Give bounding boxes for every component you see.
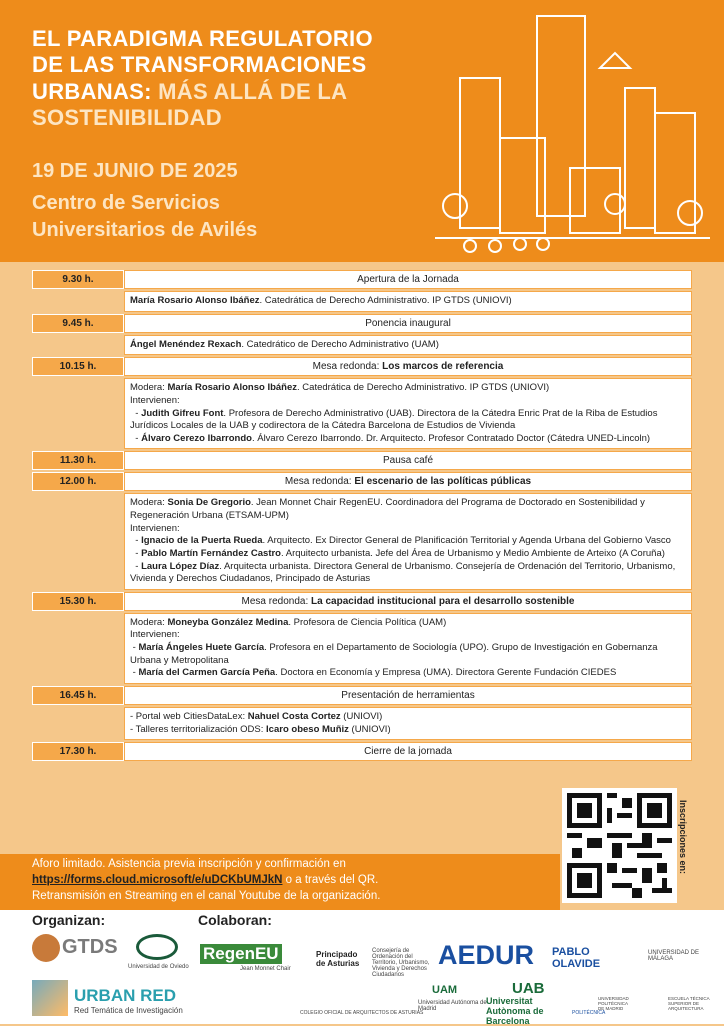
uab-sub: Universitat Autònoma de Barcelona — [486, 996, 544, 1026]
speaker-line: Ángel Menéndez Rexach. Catedrático de Derecho Administrativo (UAM) — [130, 338, 439, 350]
olavide-logo: PABLO OLAVIDE — [552, 946, 601, 970]
uab-logo: UAB — [512, 980, 545, 997]
event-date: 19 DE JUNIO DE 2025 — [32, 160, 238, 182]
collaborators-heading: Colaboran: — [198, 912, 272, 928]
speaker-line: - Laura López Díaz. Arquitecta urbanista. Directora General de Urbanismo. Consejería de Ordenación del Territorio, Urbanismo, Vivienda y Derechos Ciudadanos, Principado de Asturias — [130, 560, 678, 585]
coaa-logo: COLEGIO OFICIAL DE ARQUITECTOS DE ASTURIAS — [300, 1010, 424, 1016]
session-time: 11.30 h. — [32, 451, 124, 470]
speaker-line: - María del Carmen García Peña. Doctora en Economía y Empresa (UMA). Directora Gerente Fundación CIEDES — [130, 667, 617, 679]
schedule-row — [32, 592, 692, 611]
session-time: 9.30 h. — [32, 270, 124, 289]
session-title: Cierre de la jornada — [124, 742, 692, 761]
speaker-line: - Ignacio de la Puerta Rueda. Arquitecto. Ex Director General de Planificación Territorial y Agenda Urbana del Gobierno Vasco — [130, 535, 671, 547]
logos-footer — [0, 910, 724, 1024]
politecnica-logo: POLITÉCNICA — [572, 1010, 606, 1016]
uniovi-logo — [136, 934, 178, 960]
speaker-line: - María Ángeles Huete García. Profesora en el Departamento de Sociología (UPO). Grupo de Investigación en Gobernanza Urbana y Metropolitana — [130, 642, 661, 666]
session-details — [124, 707, 692, 740]
header-banner — [0, 0, 724, 262]
principado-logo: Principado de Asturias — [316, 950, 360, 968]
session-details — [124, 291, 692, 312]
upm-label: UNIVERSIDAD POLITÉCNICA DE MADRID — [598, 996, 629, 1011]
regeneu-sub: Jean Monnet Chair — [240, 966, 291, 972]
session-title: Apertura de la Jornada — [124, 270, 692, 289]
session-title: Pausa café — [124, 451, 692, 470]
program-schedule — [32, 270, 692, 763]
event-venue: Centro de Servicios Universitarios de Avilés — [32, 192, 258, 241]
speaker-line: - Talleres territorialización ODS: Icaro obeso Muñiz (UNIOVI) — [130, 723, 391, 735]
session-details — [124, 378, 692, 449]
session-time: 10.15 h. — [32, 357, 124, 376]
urbanred-sub: Red Temática de Investigación — [74, 1006, 183, 1015]
schedule-row — [32, 742, 692, 761]
session-title: Mesa redonda: El escenario de las políticas públicas — [124, 472, 692, 491]
session-title: Mesa redonda: La capacidad institucional para el desarrollo sostenible — [124, 592, 692, 611]
speaker-line: María Rosario Alonso Ibáñez. Catedrática de Derecho Administrativo. IP GTDS (UNIOVI) — [130, 295, 512, 306]
speaker-line: Intervienen: — [130, 522, 180, 534]
session-details — [124, 613, 692, 684]
urbanred-logo — [32, 980, 68, 1016]
etsam-label: ESCUELA TÉCNICA SUPERIOR DE ARQUITECTURA — [668, 996, 710, 1011]
schedule-row — [32, 472, 692, 491]
organizers-heading: Organizan: — [32, 912, 106, 928]
session-time: 15.30 h. — [32, 592, 124, 611]
speaker-line: - Portal web CitiesDataLex: Nahuel Costa Cortez (UNIOVI) — [130, 710, 383, 722]
session-details — [124, 493, 692, 589]
qr-code[interactable] — [562, 788, 677, 903]
gtds-logo — [32, 934, 60, 962]
session-time: 17.30 h. — [32, 742, 124, 761]
qr-code-image — [567, 793, 672, 898]
regeneu-logo: RegenEU — [200, 944, 282, 964]
gtds-logo-text: GTDS — [62, 936, 118, 958]
session-title: Ponencia inaugural — [124, 314, 692, 333]
session-title: Mesa redonda: Los marcos de referencia — [124, 357, 692, 376]
session-details — [124, 335, 692, 356]
uam-logo: UAM — [432, 984, 458, 996]
session-title: Presentación de herramientas — [124, 686, 692, 705]
schedule-row — [32, 357, 692, 376]
uma-logo: UNIVERSIDAD DE MÁLAGA — [648, 950, 700, 962]
session-time: 12.00 h. — [32, 472, 124, 491]
city-skyline-illustration — [425, 8, 715, 258]
uam-sub: Universidad Autónoma de Madrid — [418, 1000, 487, 1012]
schedule-row — [32, 270, 692, 289]
session-time: 9.45 h. — [32, 314, 124, 333]
speaker-line: Modera: María Rosario Alonso Ibáñez. Catedrática de Derecho Administrativo. IP GTDS (UNIOVI) — [130, 382, 550, 394]
schedule-row — [32, 451, 692, 470]
urbanred-logo-text: URBAN RED — [74, 986, 176, 1005]
aedur-logo: AEDUR — [438, 940, 535, 970]
registration-info: Aforo limitado. Asistencia previa inscripción y confirmación en https://forms.cloud.microsoft/e/uDCKbUMJkN o a través del QR. Retransmisión en Streaming en el canal Youtube de la organización. — [0, 854, 560, 910]
session-time: 16.45 h. — [32, 686, 124, 705]
speaker-line: Intervienen: — [130, 394, 180, 406]
schedule-row — [32, 686, 692, 705]
schedule-row — [32, 314, 692, 333]
speaker-line: - Álvaro Cerezo Ibarrondo. Álvaro Cerezo Ibarrondo. Dr. Arquitecto. Profesor Contratado Doctor (Cátedra UNED-Lincoln) — [130, 432, 651, 444]
speaker-line: Modera: Sonia De Gregorio. Jean Monnet Chair RegenEU. Coordinadora del Programa de Doctorado en Sostenibilidad y Regeneración Urbana (ETSAM-UPM) — [130, 497, 648, 521]
speaker-line: Modera: Moneyba González Medina. Profesora de Ciencia Política (UAM) — [130, 616, 447, 628]
uniovi-label: Universidad de Oviedo — [128, 964, 189, 970]
registration-link[interactable]: https://forms.cloud.microsoft/e/uDCKbUMJkN — [32, 874, 283, 887]
event-title: EL PARADIGMA REGULATORIO DE LAS TRANSFORMACIONES URBANAS: MÁS ALLÁ DE LA SOSTENIBILIDAD — [32, 26, 373, 131]
speaker-line: Intervienen: — [130, 629, 180, 641]
consejeria-label: Consejería de Ordenación del Territorio, Urbanismo, Vivienda y Derechos Ciudadanos — [372, 948, 430, 978]
speaker-line: - Pablo Martín Fernández Castro. Arquitecto urbanista. Jefe del Área de Urbanismo y Medio Ambiente de Arteixo (A Coruña) — [130, 547, 665, 559]
speaker-line: - Judith Gifreu Font. Profesora de Derecho Administrativo (UAB). Directora de la Cátedra Enric Prat de la Riba de Estudios Jurídicos Locales de la UAB y codirectora de la Cátedra Barcelona de Estudios de Vivienda — [130, 407, 661, 432]
qr-label: Inscripciones en: — [678, 800, 688, 875]
